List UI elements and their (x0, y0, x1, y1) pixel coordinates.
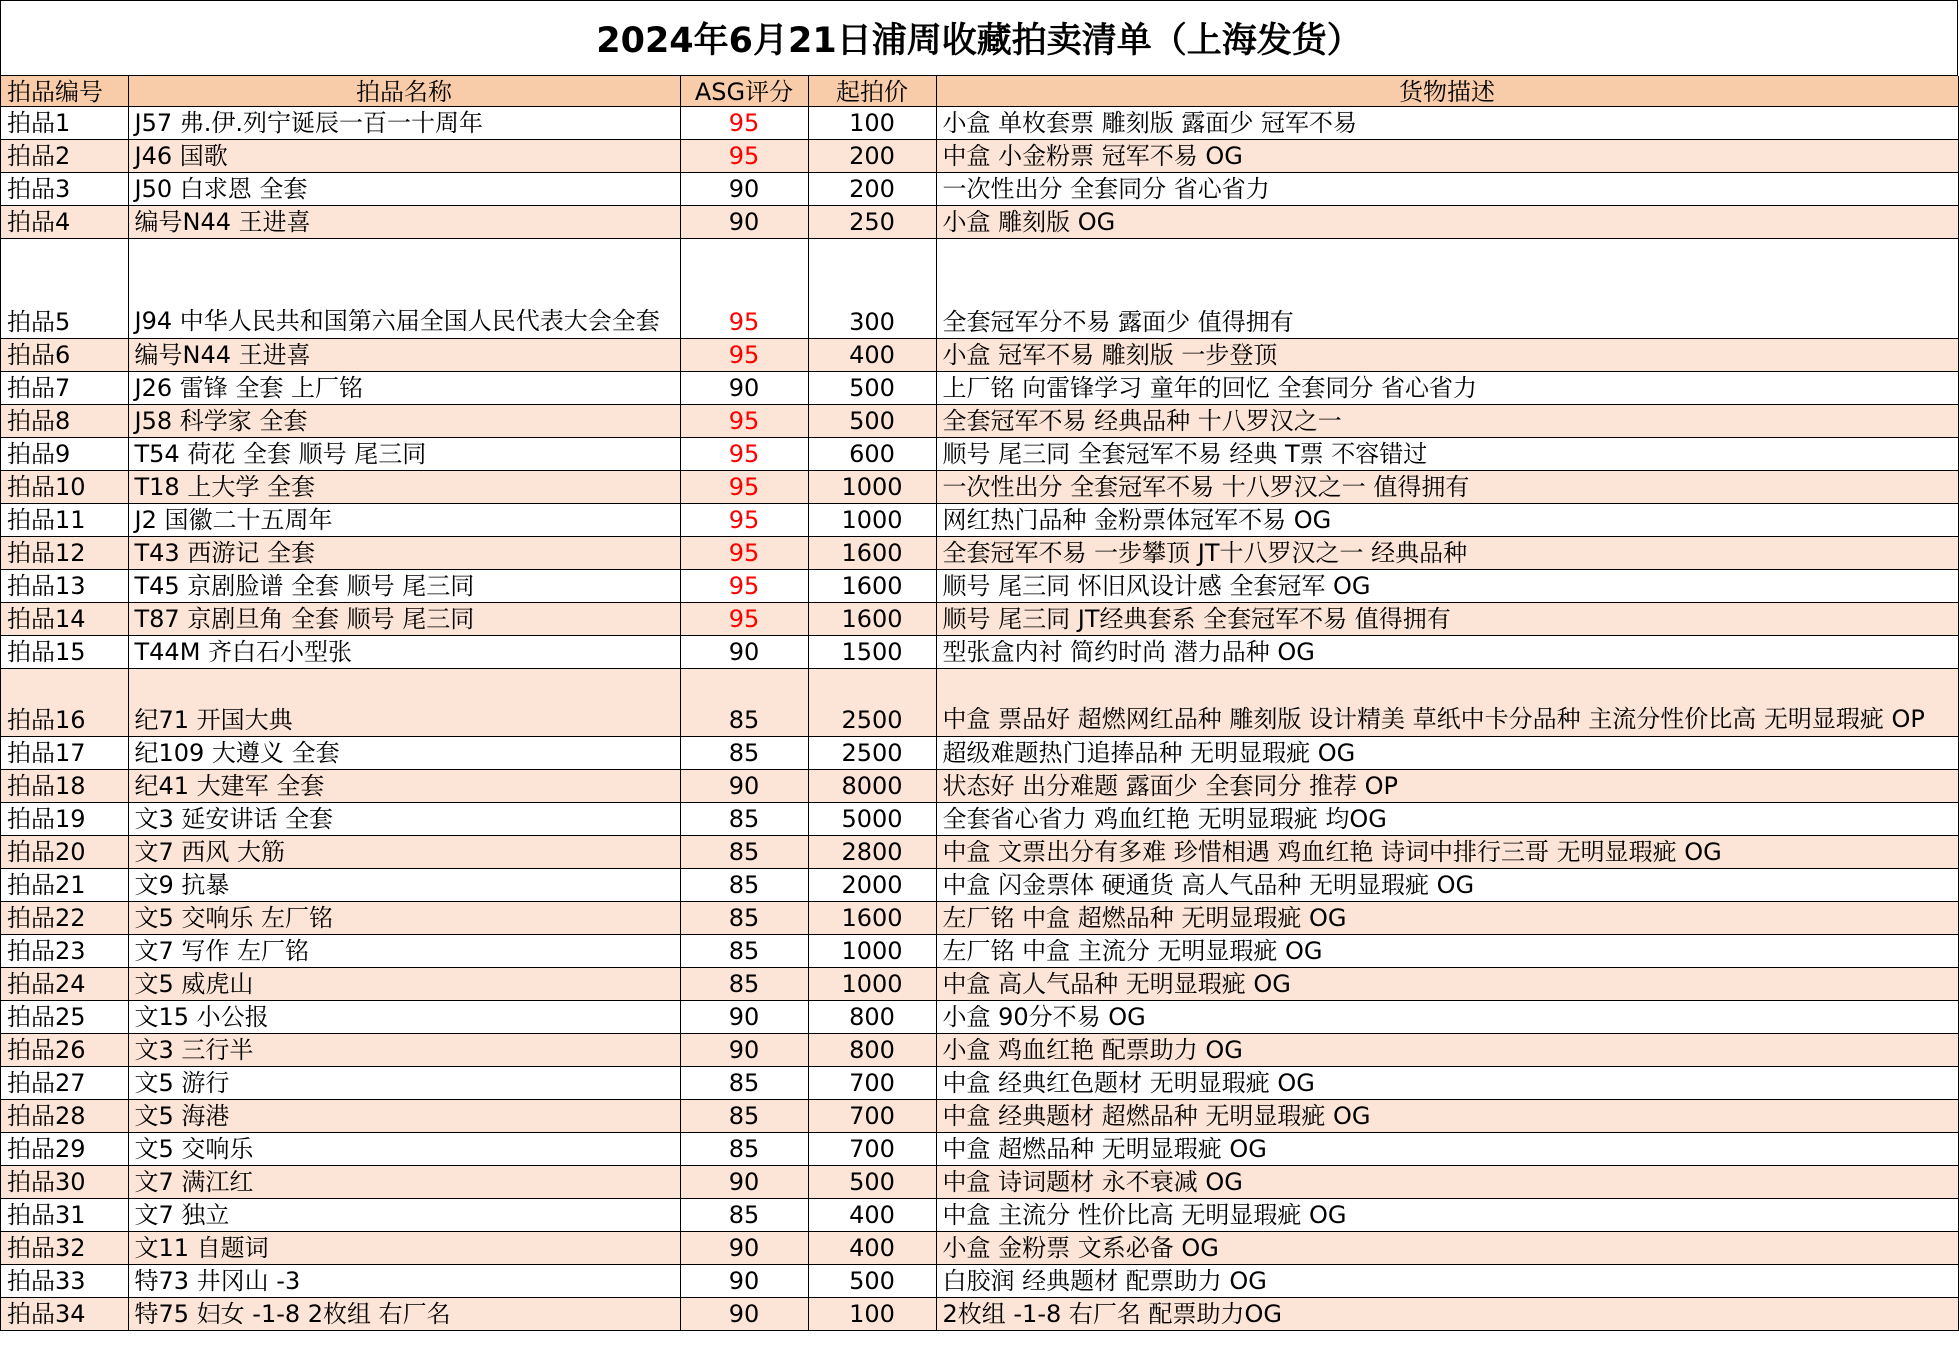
lot-name-cell: 编号N44 王进喜 (128, 338, 680, 371)
asg-score-cell: 90 (680, 172, 808, 205)
table-row (1, 736, 1958, 769)
description-cell: 全套冠军不易 经典品种 十八罗汉之一 (936, 404, 1958, 437)
start-price-cell: 200 (808, 172, 936, 205)
lot-name-cell: J50 白求恩 全套 (128, 172, 680, 205)
lot-id-cell: 拍品15 (1, 635, 128, 668)
lot-name-cell: T44M 齐白石小型张 (128, 635, 680, 668)
asg-score-cell: 90 (680, 371, 808, 404)
asg-score-cell: 95 (680, 404, 808, 437)
start-price-cell: 200 (808, 139, 936, 172)
lot-name-cell: J58 科学家 全套 (128, 404, 680, 437)
start-price-cell: 300 (808, 238, 936, 338)
asg-score-cell: 95 (680, 238, 808, 338)
start-price-cell: 400 (808, 1198, 936, 1231)
lot-name-cell: J94 中华人民共和国第六届全国人民代表大会全套 (128, 238, 680, 338)
table-row (1, 172, 1958, 205)
lot-id-cell: 拍品19 (1, 802, 128, 835)
start-price-cell: 800 (808, 1000, 936, 1033)
lot-id-cell: 拍品26 (1, 1033, 128, 1066)
lot-id-cell: 拍品6 (1, 338, 128, 371)
table-row (1, 503, 1958, 536)
asg-score-cell: 90 (680, 205, 808, 238)
table-row (1, 536, 1958, 569)
lot-id-cell: 拍品33 (1, 1264, 128, 1297)
table-row (1, 802, 1958, 835)
description-cell: 中盒 票品好 超燃网红品种 雕刻版 设计精美 草纸中卡分品种 主流分性价比高 无明显瑕疵 OP (936, 668, 1958, 736)
lot-name-cell: 文9 抗暴 (128, 868, 680, 901)
table-row (1, 668, 1958, 736)
start-price-cell: 1600 (808, 602, 936, 635)
lot-id-cell: 拍品18 (1, 769, 128, 802)
lot-name-cell: 文5 交响乐 左厂铭 (128, 901, 680, 934)
start-price-cell: 2800 (808, 835, 936, 868)
description-cell: 中盒 主流分 性价比高 无明显瑕疵 OG (936, 1198, 1958, 1231)
table-row (1, 569, 1958, 602)
table-row (1, 139, 1958, 172)
header-row (1, 76, 1958, 106)
lot-name-cell: T43 西游记 全套 (128, 536, 680, 569)
lot-name-cell: 文7 独立 (128, 1198, 680, 1231)
asg-score-cell: 85 (680, 1132, 808, 1165)
asg-score-cell: 85 (680, 802, 808, 835)
lot-id-cell: 拍品10 (1, 470, 128, 503)
asg-score-cell: 95 (680, 569, 808, 602)
lot-id-cell: 拍品32 (1, 1231, 128, 1264)
description-cell: 一次性出分 全套同分 省心省力 (936, 172, 1958, 205)
asg-score-cell: 95 (680, 536, 808, 569)
start-price-cell: 1600 (808, 536, 936, 569)
lot-name-cell: J57 弗.伊.列宁诞辰一百一十周年 (128, 106, 680, 139)
start-price-cell: 600 (808, 437, 936, 470)
lot-id-cell: 拍品4 (1, 205, 128, 238)
start-price-cell: 1600 (808, 901, 936, 934)
description-cell: 小盒 90分不易 OG (936, 1000, 1958, 1033)
table-row (1, 1033, 1958, 1066)
lot-name-cell: 文5 游行 (128, 1066, 680, 1099)
description-cell: 中盒 经典红色题材 无明显瑕疵 OG (936, 1066, 1958, 1099)
start-price-cell: 700 (808, 1132, 936, 1165)
description-cell: 全套省心省力 鸡血红艳 无明显瑕疵 均OG (936, 802, 1958, 835)
asg-score-cell: 95 (680, 503, 808, 536)
lot-name-cell: 文5 交响乐 (128, 1132, 680, 1165)
table-row (1, 769, 1958, 802)
asg-score-cell: 85 (680, 868, 808, 901)
asg-score-cell: 90 (680, 1000, 808, 1033)
description-cell: 中盒 诗词题材 永不衰减 OG (936, 1165, 1958, 1198)
description-cell: 白胶润 经典题材 配票助力 OG (936, 1264, 1958, 1297)
description-cell: 中盒 高人气品种 无明显瑕疵 OG (936, 967, 1958, 1000)
asg-score-cell: 85 (680, 835, 808, 868)
start-price-cell: 250 (808, 205, 936, 238)
table-row (1, 1231, 1958, 1264)
lot-id-cell: 拍品29 (1, 1132, 128, 1165)
description-cell: 中盒 小金粉票 冠军不易 OG (936, 139, 1958, 172)
start-price-cell: 1600 (808, 569, 936, 602)
start-price-cell: 100 (808, 106, 936, 139)
asg-score-cell: 90 (680, 1264, 808, 1297)
table-row (1, 1165, 1958, 1198)
table-row (1, 835, 1958, 868)
asg-score-cell: 85 (680, 1099, 808, 1132)
lot-name-cell: J2 国徽二十五周年 (128, 503, 680, 536)
description-cell: 一次性出分 全套冠军不易 十八罗汉之一 值得拥有 (936, 470, 1958, 503)
lot-name-cell: T18 上大学 全套 (128, 470, 680, 503)
asg-score-cell: 85 (680, 901, 808, 934)
table-row (1, 967, 1958, 1000)
lot-name-cell: J26 雷锋 全套 上厂铭 (128, 371, 680, 404)
lot-id-cell: 拍品25 (1, 1000, 128, 1033)
start-price-cell: 100 (808, 1297, 936, 1330)
start-price-cell: 1000 (808, 470, 936, 503)
lot-id-cell: 拍品11 (1, 503, 128, 536)
header-start-price: 起拍价 (808, 76, 936, 106)
lot-name-cell: 纪71 开国大典 (128, 668, 680, 736)
asg-score-cell: 95 (680, 437, 808, 470)
lot-id-cell: 拍品3 (1, 172, 128, 205)
sheet-title: 2024年6月21日浦周收藏拍卖清单（上海发货） (1, 1, 1958, 76)
table-row (1, 1198, 1958, 1231)
table-row (1, 901, 1958, 934)
description-cell: 小盒 单枚套票 雕刻版 露面少 冠军不易 (936, 106, 1958, 139)
lot-name-cell: 编号N44 王进喜 (128, 205, 680, 238)
lot-name-cell: 文7 写作 左厂铭 (128, 934, 680, 967)
lot-name-cell: 文7 满江红 (128, 1165, 680, 1198)
table-row (1, 1000, 1958, 1033)
table-row (1, 205, 1958, 238)
lot-id-cell: 拍品14 (1, 602, 128, 635)
asg-score-cell: 85 (680, 668, 808, 736)
table-row (1, 338, 1958, 371)
asg-score-cell: 95 (680, 338, 808, 371)
header-lot-name: 拍品名称 (128, 76, 680, 106)
lot-id-cell: 拍品31 (1, 1198, 128, 1231)
table-body (1, 106, 1958, 1330)
start-price-cell: 400 (808, 1231, 936, 1264)
start-price-cell: 700 (808, 1066, 936, 1099)
description-cell: 小盒 金粉票 文系必备 OG (936, 1231, 1958, 1264)
lot-id-cell: 拍品2 (1, 139, 128, 172)
lot-id-cell: 拍品13 (1, 569, 128, 602)
lot-id-cell: 拍品9 (1, 437, 128, 470)
lot-id-cell: 拍品30 (1, 1165, 128, 1198)
start-price-cell: 500 (808, 1165, 936, 1198)
lot-id-cell: 拍品23 (1, 934, 128, 967)
description-cell: 型张盒内衬 简约时尚 潜力品种 OG (936, 635, 1958, 668)
asg-score-cell: 90 (680, 1033, 808, 1066)
description-cell: 2枚组 -1-8 右厂名 配票助力OG (936, 1297, 1958, 1330)
lot-name-cell: T87 京剧旦角 全套 顺号 尾三同 (128, 602, 680, 635)
lot-name-cell: 纪41 大建军 全套 (128, 769, 680, 802)
description-cell: 全套冠军不易 一步攀顶 JT十八罗汉之一 经典品种 (936, 536, 1958, 569)
start-price-cell: 500 (808, 1264, 936, 1297)
asg-score-cell: 90 (680, 635, 808, 668)
lot-id-cell: 拍品22 (1, 901, 128, 934)
table-row (1, 371, 1958, 404)
table-row (1, 106, 1958, 139)
asg-score-cell: 95 (680, 139, 808, 172)
description-cell: 中盒 文票出分有多难 珍惜相遇 鸡血红艳 诗词中排行三哥 无明显瑕疵 OG (936, 835, 1958, 868)
start-price-cell: 1000 (808, 503, 936, 536)
lot-id-cell: 拍品27 (1, 1066, 128, 1099)
table-row (1, 635, 1958, 668)
asg-score-cell: 85 (680, 934, 808, 967)
asg-score-cell: 90 (680, 1231, 808, 1264)
asg-score-cell: 85 (680, 967, 808, 1000)
table-row (1, 470, 1958, 503)
description-cell: 全套冠军分不易 露面少 值得拥有 (936, 238, 1958, 338)
table-row (1, 1264, 1958, 1297)
lot-name-cell: 文3 延安讲话 全套 (128, 802, 680, 835)
start-price-cell: 2500 (808, 736, 936, 769)
asg-score-cell: 90 (680, 1297, 808, 1330)
description-cell: 状态好 出分难题 露面少 全套同分 推荐 OP (936, 769, 1958, 802)
asg-score-cell: 95 (680, 602, 808, 635)
start-price-cell: 5000 (808, 802, 936, 835)
description-cell: 顺号 尾三同 怀旧风设计感 全套冠军 OG (936, 569, 1958, 602)
table-row (1, 1132, 1958, 1165)
lot-name-cell: 特75 妇女 -1-8 2枚组 右厂名 (128, 1297, 680, 1330)
lot-name-cell: 文5 威虎山 (128, 967, 680, 1000)
lot-id-cell: 拍品7 (1, 371, 128, 404)
lot-name-cell: 文11 自题词 (128, 1231, 680, 1264)
lot-name-cell: 文7 西风 大筋 (128, 835, 680, 868)
start-price-cell: 700 (808, 1099, 936, 1132)
lot-name-cell: 文3 三行半 (128, 1033, 680, 1066)
lot-name-cell: 文5 海港 (128, 1099, 680, 1132)
description-cell: 左厂铭 中盒 主流分 无明显瑕疵 OG (936, 934, 1958, 967)
asg-score-cell: 85 (680, 736, 808, 769)
start-price-cell: 500 (808, 404, 936, 437)
lot-id-cell: 拍品21 (1, 868, 128, 901)
lot-id-cell: 拍品12 (1, 536, 128, 569)
asg-score-cell: 95 (680, 106, 808, 139)
lot-name-cell: T54 荷花 全套 顺号 尾三同 (128, 437, 680, 470)
lot-id-cell: 拍品24 (1, 967, 128, 1000)
asg-score-cell: 90 (680, 769, 808, 802)
description-cell: 超级难题热门追捧品种 无明显瑕疵 OG (936, 736, 1958, 769)
start-price-cell: 8000 (808, 769, 936, 802)
lot-name-cell: 文15 小公报 (128, 1000, 680, 1033)
header-description: 货物描述 (936, 76, 1958, 106)
lot-id-cell: 拍品28 (1, 1099, 128, 1132)
start-price-cell: 1000 (808, 934, 936, 967)
description-cell: 小盒 雕刻版 OG (936, 205, 1958, 238)
lot-id-cell: 拍品1 (1, 106, 128, 139)
start-price-cell: 800 (808, 1033, 936, 1066)
lot-id-cell: 拍品17 (1, 736, 128, 769)
auction-table (1, 76, 1959, 1331)
start-price-cell: 1500 (808, 635, 936, 668)
table-row (1, 437, 1958, 470)
lot-id-cell: 拍品16 (1, 668, 128, 736)
table-row (1, 1099, 1958, 1132)
start-price-cell: 2000 (808, 868, 936, 901)
header-lot-id: 拍品编号 (1, 76, 128, 106)
description-cell: 网红热门品种 金粉票体冠军不易 OG (936, 503, 1958, 536)
description-cell: 上厂铭 向雷锋学习 童年的回忆 全套同分 省心省力 (936, 371, 1958, 404)
table-row (1, 404, 1958, 437)
lot-name-cell: J46 国歌 (128, 139, 680, 172)
start-price-cell: 1000 (808, 967, 936, 1000)
description-cell: 小盒 冠军不易 雕刻版 一步登顶 (936, 338, 1958, 371)
description-cell: 中盒 闪金票体 硬通货 高人气品种 无明显瑕疵 OG (936, 868, 1958, 901)
table-row (1, 868, 1958, 901)
start-price-cell: 400 (808, 338, 936, 371)
table-row (1, 238, 1958, 338)
start-price-cell: 2500 (808, 668, 936, 736)
lot-name-cell: 特73 井冈山 -3 (128, 1264, 680, 1297)
lot-id-cell: 拍品34 (1, 1297, 128, 1330)
description-cell: 左厂铭 中盒 超燃品种 无明显瑕疵 OG (936, 901, 1958, 934)
start-price-cell: 500 (808, 371, 936, 404)
lot-id-cell: 拍品8 (1, 404, 128, 437)
table-row (1, 1066, 1958, 1099)
asg-score-cell: 85 (680, 1066, 808, 1099)
description-cell: 顺号 尾三同 JT经典套系 全套冠军不易 值得拥有 (936, 602, 1958, 635)
table-row (1, 934, 1958, 967)
asg-score-cell: 90 (680, 1165, 808, 1198)
asg-score-cell: 95 (680, 470, 808, 503)
header-asg-score: ASG评分 (680, 76, 808, 106)
asg-score-cell: 85 (680, 1198, 808, 1231)
description-cell: 中盒 超燃品种 无明显瑕疵 OG (936, 1132, 1958, 1165)
description-cell: 顺号 尾三同 全套冠军不易 经典 T票 不容错过 (936, 437, 1958, 470)
lot-id-cell: 拍品5 (1, 238, 128, 338)
lot-name-cell: 纪109 大遵义 全套 (128, 736, 680, 769)
table-row (1, 602, 1958, 635)
lot-id-cell: 拍品20 (1, 835, 128, 868)
lot-name-cell: T45 京剧脸谱 全套 顺号 尾三同 (128, 569, 680, 602)
description-cell: 中盒 经典题材 超燃品种 无明显瑕疵 OG (936, 1099, 1958, 1132)
description-cell: 小盒 鸡血红艳 配票助力 OG (936, 1033, 1958, 1066)
table-row (1, 1297, 1958, 1330)
